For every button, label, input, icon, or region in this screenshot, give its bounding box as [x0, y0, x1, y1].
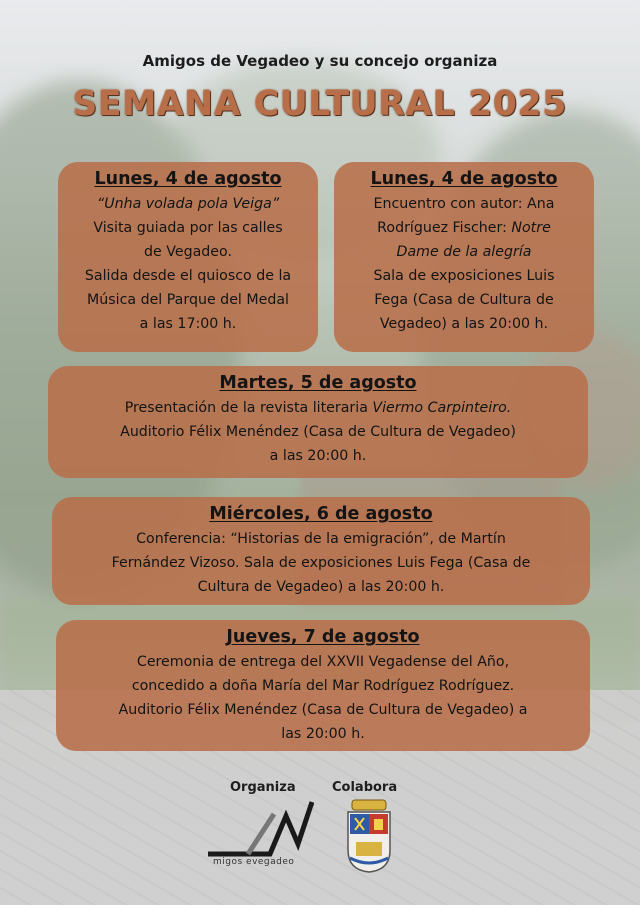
event-card-2 [334, 162, 594, 352]
poster-header [0, 52, 640, 124]
event-card-3 [48, 366, 588, 478]
event-line: a las 17:00 h. [139, 316, 237, 332]
event-line: Música del Parque del Medal [87, 292, 289, 308]
crest-bridge [356, 842, 382, 856]
book-title: Notre [511, 220, 551, 236]
logo-mark [208, 802, 312, 854]
event-line: “Unha volada pola Veiga” [96, 196, 280, 212]
event-line: Vegadeo) a las 20:00 h. [379, 316, 549, 332]
crest-crown [352, 800, 386, 810]
event-line: Fega (Casa de Cultura de [374, 292, 554, 308]
event-line: Cultura de Vegadeo) a las 20:00 h. [197, 579, 445, 595]
event-text: Presentación de la revista literaria [124, 400, 373, 416]
event-line: concedido a doña María del Mar Rodríguez Rodríguez. [131, 678, 515, 694]
event-line: Ceremonia de entrega del XXVII Vegadense del Año, [136, 654, 510, 670]
event-line: Conferencia: “Historias de la emigración”, de Martín [136, 531, 506, 547]
event-card-5 [56, 620, 590, 751]
event-line: Sala de exposiciones Luis [373, 268, 555, 284]
vegadeo-coat-of-arms-icon [344, 798, 394, 874]
event-line: Auditorio Félix Menéndez (Casa de Cultura de Vegadeo) [120, 424, 516, 440]
organizer-line: Amigos de Vegadeo y su concejo organiza [142, 52, 498, 70]
event-line: Auditorio Félix Menéndez (Casa de Cultura de Vegadeo) a [118, 702, 528, 718]
colabora-label: Colabora [332, 780, 398, 795]
event-line: de Vegadeo. [144, 244, 232, 260]
organiza-label: Organiza [230, 780, 296, 795]
event-card-4 [52, 497, 590, 605]
event-date: Miércoles, 6 de agosto [209, 504, 433, 524]
event-line: Encuentro con autor: Ana [373, 196, 555, 212]
event-line: Fernández Vizoso. Sala de exposiciones Luis Fega (Casa de [111, 555, 531, 571]
logo-text: migos evegadeo [213, 857, 295, 867]
event-date: Lunes, 4 de agosto [94, 169, 282, 189]
event-date: Martes, 5 de agosto [219, 373, 417, 393]
book-title: Dame de la alegría [396, 244, 532, 260]
crest-castle [374, 819, 383, 830]
event-date: Lunes, 4 de agosto [370, 169, 558, 189]
event-card-1 [58, 162, 318, 352]
event-line: a las 20:00 h. [269, 448, 367, 464]
event-text: Rodríguez Fischer: [377, 220, 512, 236]
event-line: Salida desde el quiosco de la [84, 268, 292, 284]
event-line [60, 396, 576, 420]
magazine-title: Viermo Carpinteiro. [372, 400, 512, 416]
event-line: las 20:00 h. [281, 726, 365, 742]
event-date: Jueves, 7 de agosto [226, 627, 420, 647]
poster-title: SEMANA CULTURAL 2025 [72, 84, 568, 124]
event-line [346, 216, 582, 240]
event-line: Visita guiada por las calles [93, 220, 283, 236]
